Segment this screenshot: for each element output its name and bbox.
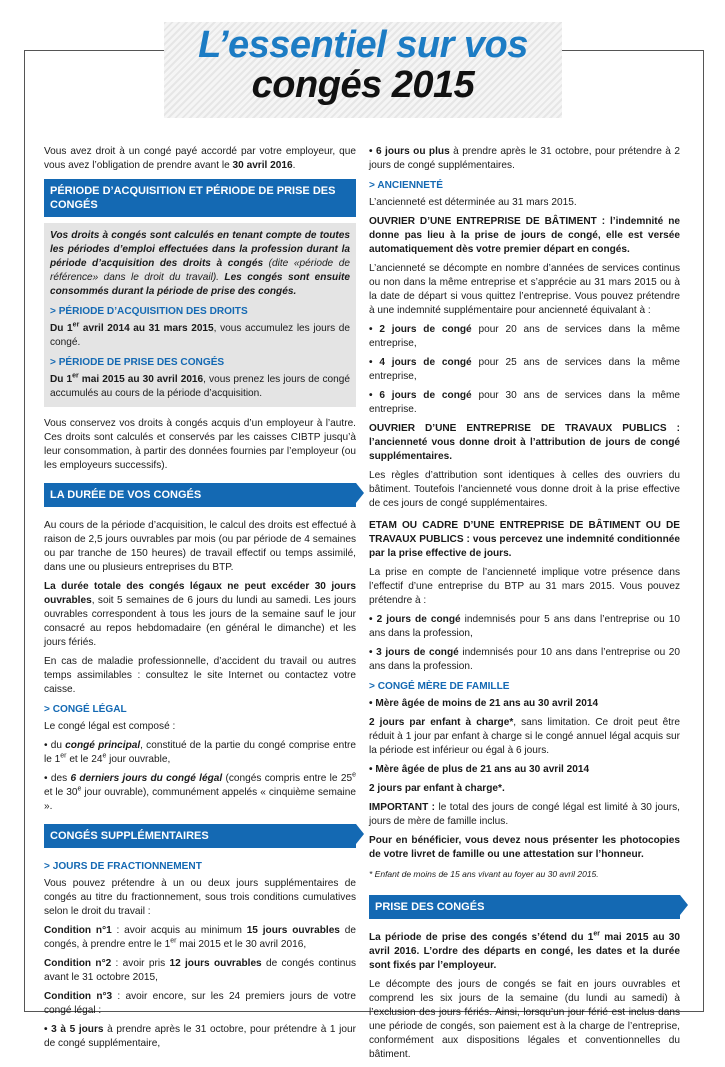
anciennete-1: L’ancienneté est déterminée au 31 mars 2015. (369, 197, 577, 208)
footnote: * Enfant de moins de 15 ans vivant au foyer au 30 avril 2015. (369, 869, 599, 879)
sub-mere-famille: > CONGÉ MÈRE DE FAMILLE (369, 681, 510, 692)
tp-paragraph-2: Les règles d’attribution sont identiques à celles des ouvriers du bâtiment. Toutefois l’ancienneté vous donne droit à la prise effective de ces jours de congé supplémentaires. (369, 470, 680, 509)
section-header-periode: PÉRIODE D’ACQUISITION ET PÉRIODE DE PRISE DES CONGÉS (44, 179, 356, 217)
anciennete-bullet-3: • 6 jours de congé pour 30 ans de services dans la même entreprise. (369, 390, 680, 415)
title-line-2: congés 2015 (251, 64, 475, 106)
sub-conge-legal: > CONGÉ LÉGAL (44, 704, 127, 715)
etam-paragraph-2: La prise en compte de l’ancienneté implique votre présence dans l’effectif d’une entreprise du BTP au 31 mars 2015. Vous pouvez prétendre à : (369, 567, 680, 606)
mere-1: • Mère âgée de moins de 21 ans au 30 avril 2014 (369, 698, 599, 709)
prise-paragraph-1: La période de prise des congés s’étend du 1er mai 2015 au 30 avril 2016. L’ordre des départs en congé, les dates et la durée sont fixés par l’employeur. (369, 930, 681, 971)
mere-3: • Mère âgée de plus de 21 ans au 30 avril 2014 (369, 764, 590, 775)
section-header-prise: PRISE DES CONGÉS (369, 895, 680, 919)
section-header-duree: LA DURÉE DE VOS CONGÉS (44, 483, 356, 507)
duree-paragraph-3: En cas de maladie professionnelle, d’accident du travail ou autres temps assimilables : consultez le site Internet ou contactez votre caisse. (44, 656, 356, 695)
right-column (369, 145, 680, 1067)
tp-paragraph-1: OUVRIER D’UNE ENTREPRISE DE TRAVAUX PUBLICS : l’ancienneté vous donne droit à l’attribution de jours de congé supplémentaires. (369, 423, 680, 462)
etam-paragraph-1: ETAM OU CADRE D’UNE ENTREPRISE DE BÂTIMENT OU DE TRAVAUX PUBLICS : vous percevez une indemnité conditionnée par la prise effective de jours. (369, 520, 680, 559)
sub-fractionnement: > JOURS DE FRACTIONNEMENT (44, 861, 202, 872)
anciennete-bullet-1: • 2 jours de congé pour 20 ans de services dans la même entreprise, (369, 324, 680, 349)
prise-paragraph-2: Le décompte des jours de congés se fait en jours ouvrables et comprend les six jours de la semaine (du lundi au samedi) à l’exclusion des jours fériés. Ainsi, lorsqu’un jour férié est inclus dans une période de congés, son paiement est à la charge de l’entreprise, conformément aux dispositions légales et conventionnelles du bâtiment. (369, 979, 680, 1060)
sub-anciennete: > ANCIENNETÉ (369, 180, 443, 191)
intro-paragraph: Vous avez droit à un congé payé accordé par votre employeur, que vous avez l’obligation de prendre avant le 30 avril 2016. (44, 146, 356, 171)
sub-prise: > PÉRIODE DE PRISE DES CONGÉS (50, 357, 225, 368)
condition-2: Condition n°2 : avoir pris 12 jours ouvrables de congés continus avant le 31 octobre 2015, (44, 958, 357, 983)
sub-acquisition: > PÉRIODE D’ACQUISITION DES DROITS (50, 306, 248, 317)
condition-3-bullet-1: • 3 à 5 jours à prendre après le 31 octobre, pour prétendre à 1 jour de congé supplémentaire, (44, 1024, 356, 1049)
mere-4: 2 jours par enfant à charge*. (369, 783, 505, 794)
condition-1: Condition n°1 : avoir acquis au minimum 15 jours ouvrables de congés, à prendre entre le 1er mai 2015 et le 30 avril 2016, (44, 925, 356, 950)
etam-bullet-2: • 3 jours de congé indemnisés pour 10 ans dans l’entreprise ou 20 ans dans la profession. (369, 647, 681, 672)
anciennete-bullet-2: • 4 jours de congé pour 25 ans de services dans la même entreprise, (369, 357, 680, 382)
periode-box (44, 223, 356, 407)
duree-paragraph-1: Au cours de la période d’acquisition, le calcul des droits est effectué à raison de 2,5 jours ouvrables par mois (ou par période de 4 semaines ou par tranche de 150 heures) de travail effectif ou temps assimilé, dans une ou plusieurs entreprises du BTP. (44, 520, 356, 573)
legal-intro: Le congé légal est composé : (44, 721, 176, 732)
section-header-supplementaires: CONGÉS SUPPLÉMENTAIRES (44, 824, 356, 848)
periode-box-text: Vos droits à congés sont calculés en tenant compte de toutes les périodes d’emploi effectuées dans la profession durant la période d’acquisition des droits à congés (dite «période de référence» dans le droit du travail). Les congés sont ensuite consommés durant la période de prise des congés. (50, 230, 351, 297)
acquisition-text: Du 1er avril 2014 au 31 mars 2015, vous accumulez les jours de congé. (50, 321, 351, 348)
condition-3-bullet-2: • 6 jours ou plus à prendre après le 31 octobre, pour prétendre à 2 jours de congé supplémentaires. (369, 146, 680, 171)
anciennete-3: L’ancienneté se décompte en nombre d’années de services continus ou non dans la même entreprise et s’apprécie au 31 mars 2015 ou à la date de départ si vous quittez l’entreprise. Vous pouvez prétendre à une indemnité supplémentaire pour ancienneté équivalant à : (369, 263, 680, 316)
mere-5: IMPORTANT : le total des jours de congé légal est limité à 30 jours, jours de mère de famille inclus. (369, 802, 680, 827)
title-banner (164, 22, 562, 118)
left-column (44, 145, 356, 1056)
fract-intro: Vous pouvez prétendre à un ou deux jours supplémentaires de congés au titre du fractionnement, sous trois conditions cumulatives selon le droit du travail : (44, 878, 356, 917)
mere-6: Pour en bénéficier, vous devez nous présenter les photocopies de votre livret de famille ou une attestation sur l’honneur. (369, 835, 680, 860)
duree-paragraph-2: La durée totale des congés légaux ne peut excéder 30 jours ouvrables, soit 5 semaines de 6 jours du lundi au samedi. Les jours ouvrables correspondent à tous les jours de la semaine sauf le jour consacré au repos hebdomadaire (en général le dimanche) et les jours fériés. (44, 581, 356, 648)
etam-bullet-1: • 2 jours de congé indemnisés pour 5 ans dans l’entreprise ou 10 ans dans la profession, (369, 614, 681, 639)
condition-3: Condition n°3 : avoir encore, sur les 24 premiers jours de votre congé légal : (44, 991, 356, 1016)
mere-2: 2 jours par enfant à charge*, sans limitation. Ce droit peut être réduit à 1 jour par enfant à charge si le congé annuel légal acquis sur la période est inférieur ou égal à 6 jours. (369, 717, 680, 756)
title-line-1: L’essentiel sur vos (198, 24, 528, 66)
anciennete-2: OUVRIER D’UNE ENTREPRISE DE BÂTIMENT : l’indemnité ne donne pas lieu à la prise de jours de congé, elle est versée automatiquement dès votre premier départ en congés. (369, 216, 680, 255)
legal-bullet-2: • des 6 derniers jours du congé légal (congés compris entre le 25e et le 30e jour ouvrable), communément appelés « cinquième semaine ». (44, 771, 356, 812)
legal-bullet-1: • du congé principal, constitué de la partie du congé comprise entre le 1er et le 24e jour ouvrable, (44, 740, 356, 765)
conserve-paragraph: Vous conservez vos droits à congés acquis d’un employeur à l’autre. Ces droits sont calculés et conservés par les caisses CIBTP jusqu’à leur consommation, à partir des données fournies par l’employeur (ou les employeurs successifs). (44, 418, 356, 471)
prise-text: Du 1er mai 2015 au 30 avril 2016, vous prenez les jours de congé accumulés au cours de la période d’acquisition. (50, 372, 351, 399)
